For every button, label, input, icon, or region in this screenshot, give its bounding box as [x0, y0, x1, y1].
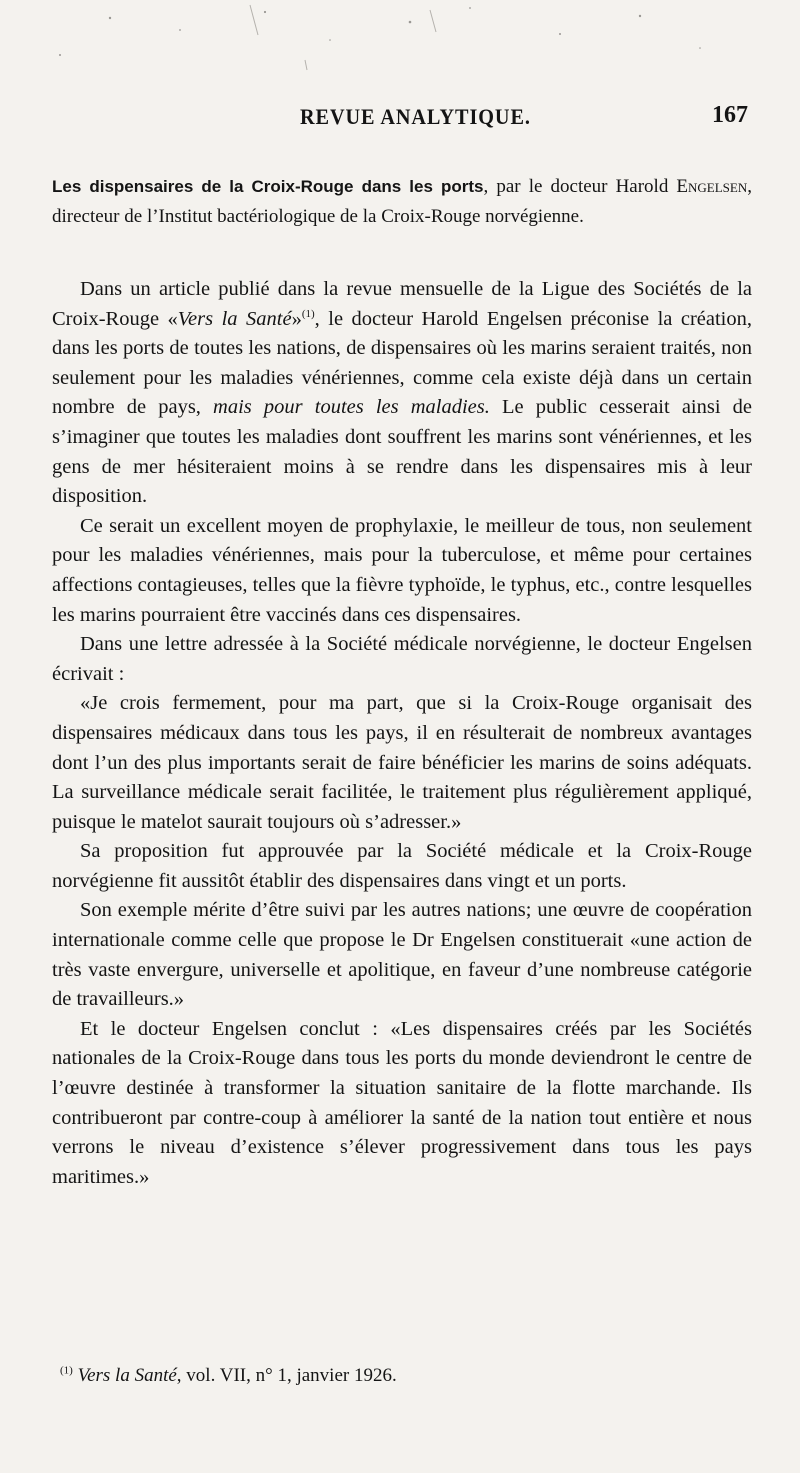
paragraph-1-text-c: , le docteur Harold Engelsen préconise la création, dans les ports de toutes les nations, de dispensaires où les marins seraient traités, non seulement pour les maladies vénériennes, comme cela existe déjà dans un certain nombre de pays, — [52, 307, 753, 419]
paragraph-1-text-d: Le public cesserait ainsi de s’imaginer que toutes les maladies dont souffrent les marins sont vénériennes, et les gens de mer hésiteraient moins à se rendre dans les dispensaires mis à leur disposition. — [52, 396, 753, 508]
journal-title: Vers la Santé — [177, 307, 292, 330]
paragraph-4-quote: «Je crois fermement, pour ma part, que si la Croix-Rouge organisait des dispensaires médicaux dans tous les pays, il en résulterait de nombreux avantages dont l’un des plus importants serait de faire bénéficier les marins de soins adéquats. La surveillance médicale serait facilitée, le traitement plus régulièrement appliqué, puisque le matelot saurait toujours où s’adresser.» — [52, 692, 752, 833]
footnote-marker: (1) — [60, 1364, 73, 1377]
paragraph-1 — [52, 275, 752, 512]
article-body — [52, 275, 752, 1192]
paragraph-1-text-b: » — [291, 307, 302, 330]
footnote-journal: Vers la Santé — [77, 1365, 177, 1386]
running-head: REVUE ANALYTIQUE. — [300, 104, 531, 129]
article-title: Les dispensaires de la Croix-Rouge dans les ports — [52, 177, 484, 196]
emphasis-text: mais pour toutes les maladies. — [213, 396, 490, 419]
footnote-reference[interactable]: (1) — [301, 307, 315, 320]
page-number: 167 — [712, 102, 748, 128]
footnote-citation: , vol. VII, n° 1, janvier 1926. — [176, 1365, 397, 1386]
paragraph-7: Et le docteur Engelsen conclut : «Les dispensaires créés par les Sociétés nationales de la Croix-Rouge dans tous les ports du monde deviendront le centre de l’œuvre destinée à transformer la situation sanitaire de la flotte marchande. Ils contribueront par contre-coup à améliorer la santé de la nation tout entière et nous verrons le niveau d’existence s’élever progressivement dans tous les pays maritimes.» — [52, 1017, 752, 1188]
footnote — [60, 1363, 750, 1389]
paragraph-2: Ce serait un excellent moyen de prophylaxie, le meilleur de tous, non seulement pour les maladies vénériennes, mais pour la tuberculose, et même pour certaines affections contagieuses, telles que la fièvre typhoïde, le typhus, etc., contre lesquelles les marins pourraient être vaccinés dans ces dispensaires. — [52, 514, 752, 626]
paragraph-1-text-a: Dans un article publié dans la revue mensuelle de la Ligue des Sociétés de la Croix-Rouge « — [52, 278, 752, 330]
paragraph-5: Sa proposition fut approuvée par la Société médicale et la Croix-Rouge norvégienne fit aussitôt établir des dispensaires dans vingt et un ports. — [52, 840, 752, 892]
paragraph-6: Son exemple mérite d’être suivi par les autres nations; une œuvre de coopération internationale comme celle que propose le Dr Engelsen constituerait «une action de très vaste envergure, universelle et apolitique, en faveur d’une nombreuse catégorie de travailleurs.» — [52, 899, 752, 1011]
article-byline: , par le docteur Harold — [483, 176, 677, 197]
author-name: Engelsen — [676, 176, 748, 197]
article-heading — [52, 172, 752, 232]
paper-specks — [0, 0, 800, 80]
author-affiliation: , directeur de l’Institut bactériologique de la Croix-Rouge norvégienne. — [52, 176, 752, 227]
paragraph-3: Dans une lettre adressée à la Société médicale norvégienne, le docteur Engelsen écrivait : — [52, 633, 752, 685]
